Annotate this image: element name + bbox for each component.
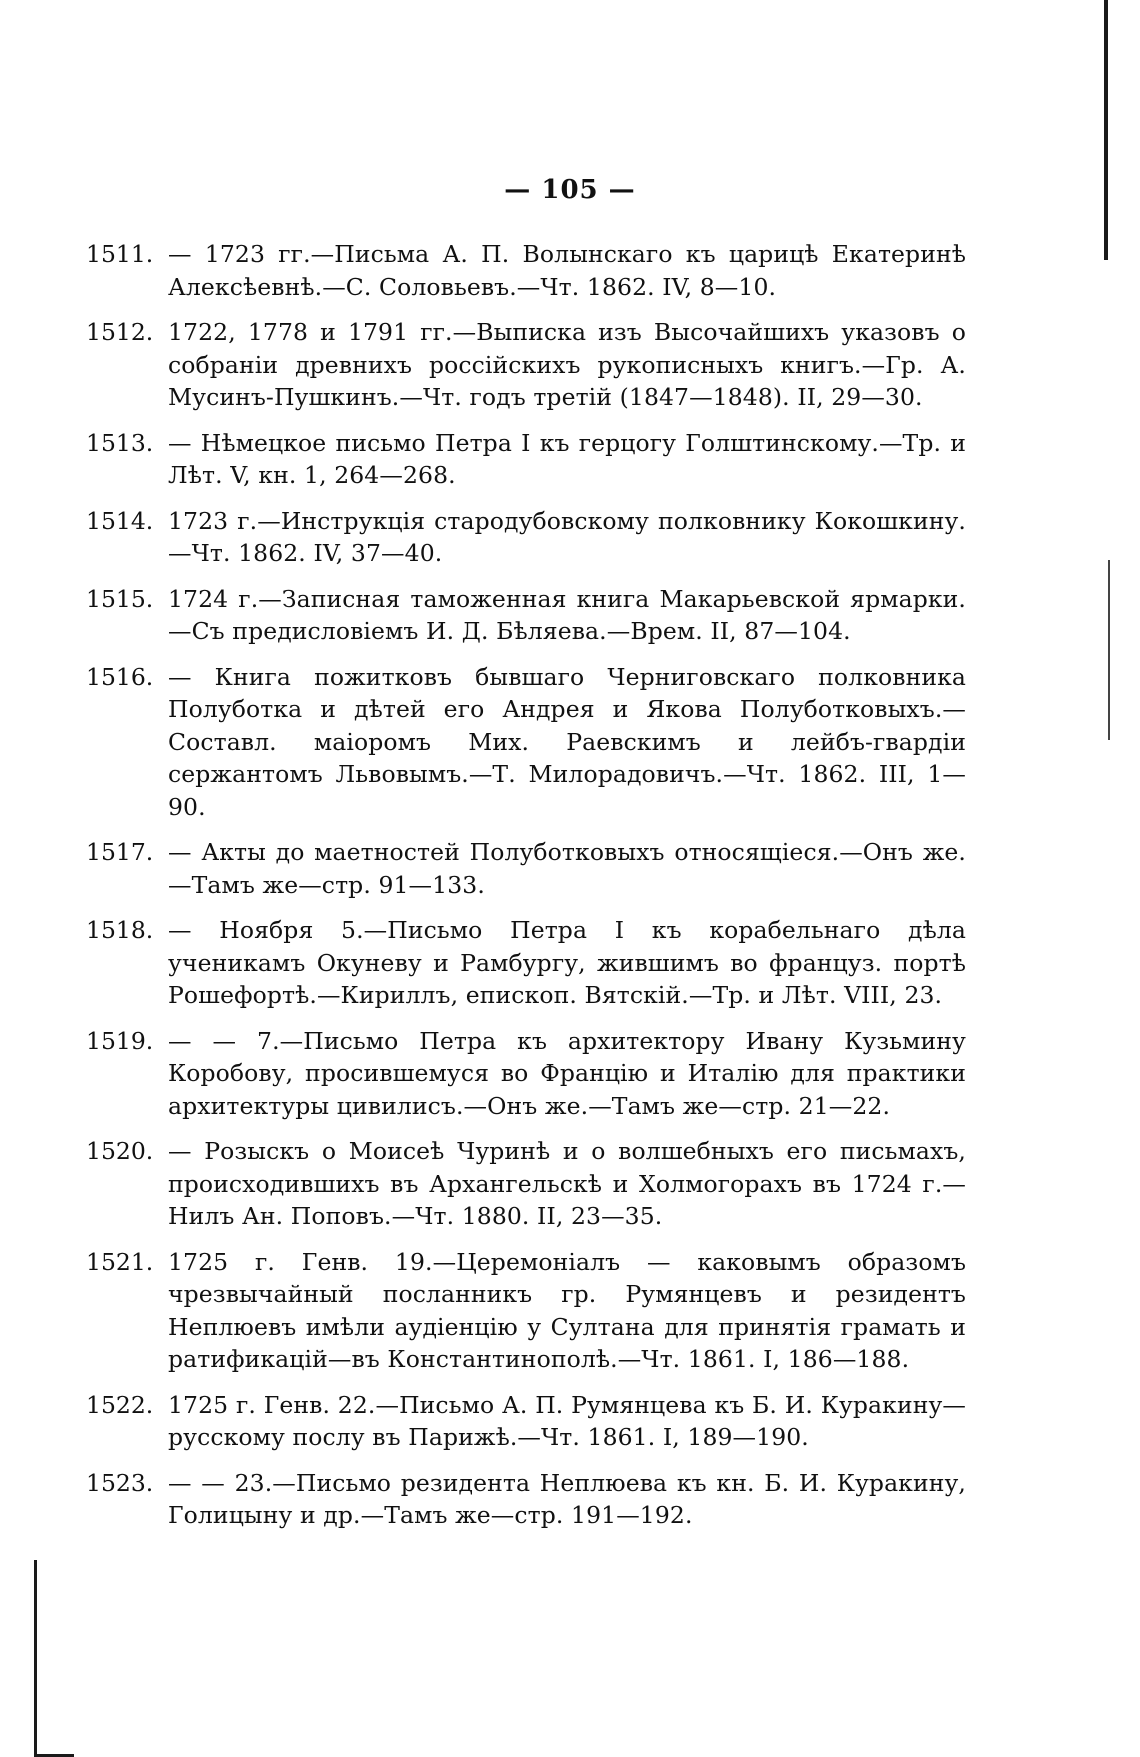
bibliography-entry (86, 505, 966, 570)
page-number: — 105 — (504, 175, 636, 205)
entry-text: 1725 г. Генв. 19.—Церемоніалъ — каковымъ образомъ чрезвычайный посланникъ гр. Румянцевъ и резидентъ Неплюевъ имѣли аудіенцію у Султана для принятія грамать и ратификацій—въ Константинополѣ.—Чт. 1861. I, 186—188. (168, 1247, 966, 1373)
entry-text: 1722, 1778 и 1791 гг.—Выписка изъ Высочайшихъ указовъ о собраніи древнихъ россійскихъ рукописныхъ книгъ.—Гр. А. Мусинъ-Пушкинъ.—Чт. годъ третій (1847—1848). II, 29—30. (168, 318, 966, 411)
entry-number: 1512. (86, 318, 154, 346)
entry-number: 1523. (86, 1468, 154, 1497)
entry-text: — Ноября 5.—Письмо Петра I къ корабельнаго дѣла ученикамъ Окуневу и Рамбургу, жившимъ во француз. портѣ Рошефортѣ.—Кириллъ, епископ. Вятскій.—Тр. и Лѣт. VIII, 23. (168, 916, 966, 1009)
entry-text: — — 7.—Письмо Петра къ архитектору Ивану Кузьмину Коробову, просившемуся во Францію и Италію для практики архитектуры цивилисъ.—Онъ же.—Тамъ же—стр. 21—22. (168, 1026, 966, 1120)
entry-text: — Нѣмецкое письмо Петра I къ герцогу Голштинскому.—Тр. и Лѣт. V, кн. 1, 264—268. (168, 428, 966, 489)
entry-text: — 1723 гг.—Письма А. П. Волынскаго къ царицѣ Екатеринѣ Алексѣевнѣ.—С. Соловьевъ.—Чт. 1862. IV, 8—10. (168, 240, 966, 301)
bibliography-entry (86, 1246, 966, 1376)
bibliography-list (86, 238, 966, 1545)
entry-number: 1516. (86, 662, 154, 691)
bibliography-entry (86, 238, 966, 303)
entry-number: 1519. (86, 1026, 154, 1055)
scan-edge-mark (34, 1560, 37, 1757)
bibliography-entry (86, 1389, 966, 1454)
entry-number: 1521. (86, 1247, 154, 1276)
bibliography-entry (86, 661, 966, 824)
bibliography-entry (86, 836, 966, 901)
bibliography-entry (86, 316, 966, 414)
entry-number: 1513. (86, 428, 154, 457)
bibliography-entry (86, 427, 966, 492)
entry-text: — Акты до маетностей Полуботковыхъ относящіеся.—Онъ же.—Тамъ же—стр. 91—133. (168, 838, 966, 899)
entry-number: 1515. (86, 584, 154, 613)
entry-number: 1518. (86, 916, 154, 944)
bibliography-entry (86, 583, 966, 648)
entry-number: 1522. (86, 1390, 154, 1419)
bibliography-entry (86, 1025, 966, 1123)
bibliography-entry (86, 1135, 966, 1233)
entry-number: 1517. (86, 838, 154, 866)
entry-number: 1520. (86, 1137, 154, 1165)
entry-text: — Розыскъ о Моисеѣ Чуринѣ и о волшебныхъ его письмахъ, происходившихъ въ Архангельскѣ и Холмогорахъ въ 1724 г.—Нилъ Ан. Поповъ.—Чт. 1880. II, 23—35. (168, 1137, 966, 1230)
entry-number: 1511. (86, 240, 154, 268)
bibliography-entry (86, 914, 966, 1012)
entry-text: 1725 г. Генв. 22.—Письмо А. П. Румянцева къ Б. И. Куракину—русскому послу въ Парижѣ.—Чт. 1861. I, 189—190. (168, 1390, 966, 1451)
entry-text: 1724 г.—Записная таможенная книга Макарьевской ярмарки.—Съ предисловіемъ И. Д. Бѣляева.—Врем. II, 87—104. (168, 584, 966, 645)
entry-number: 1514. (86, 506, 154, 535)
entry-text: — Книга пожитковъ бывшаго Черниговскаго полковника Полуботка и дѣтей его Андрея и Якова Полуботковыхъ.—Составл. маіоромъ Мих. Раевскимъ и лейбъ-гвардіи сержантомъ Львовымъ.—Т. Милорадовичъ.—Чт. 1862. III, 1—90. (168, 662, 966, 821)
bibliography-entry (86, 1467, 966, 1532)
entry-text: 1723 г.—Инструкція стародубовскому полковнику Кокошкину.—Чт. 1862. IV, 37—40. (168, 506, 966, 567)
scan-edge-mark (1104, 0, 1108, 260)
entry-text: — — 23.—Письмо резидента Неплюева къ кн. Б. И. Куракину, Голицыну и др.—Тамъ же—стр. 191—192. (168, 1468, 966, 1529)
scan-edge-mark (1108, 560, 1110, 740)
